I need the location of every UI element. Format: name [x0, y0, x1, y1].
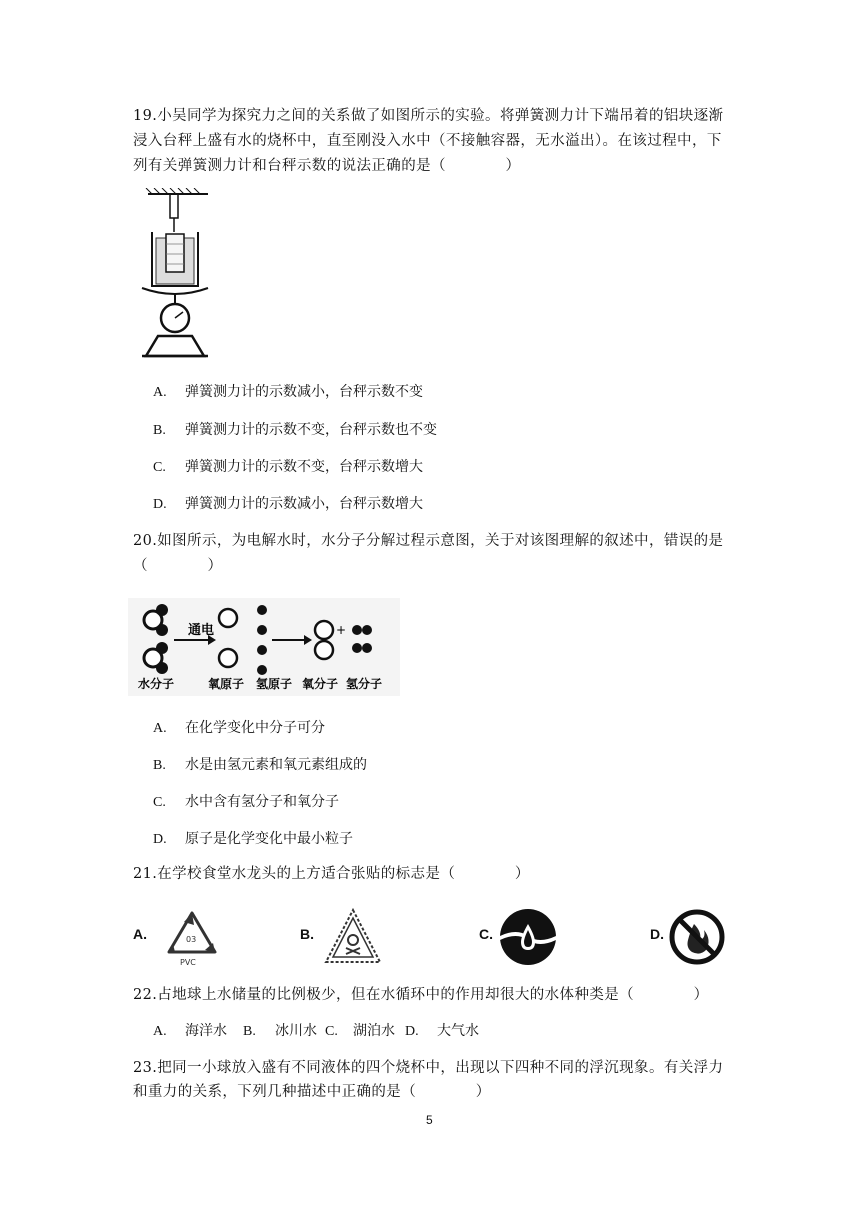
- q21-sign-d: [650, 906, 750, 968]
- q22-line1: 22.占地球上水储量的比例极少，但在水循环中的作用却很大的水体种类是（ ）: [133, 987, 709, 1003]
- label-oxygen-molecule: 氧分子: [302, 677, 339, 691]
- sign-letter: A.: [133, 926, 147, 942]
- arrow-label: 通电: [188, 623, 215, 638]
- option-text: 在化学变化中分子可分: [185, 720, 325, 736]
- label-water-molecule: 水分子: [138, 677, 175, 691]
- option-letter: A.: [153, 385, 167, 400]
- sign-letter: C.: [479, 926, 493, 942]
- q19-option-c: [153, 457, 423, 478]
- option-text: 冰川水: [275, 1023, 317, 1039]
- q19-option-d: [153, 494, 423, 515]
- option-letter: D.: [405, 1024, 419, 1039]
- option-text: 水中含有氢分子和氧分子: [185, 794, 339, 810]
- page-number: 5: [426, 1113, 433, 1127]
- q20-line2: （ ）: [133, 558, 223, 574]
- label-hydrogen-molecule: 氢分子: [346, 677, 383, 691]
- option-letter: C.: [325, 1024, 338, 1039]
- recycle-pvc-icon: [161, 908, 223, 968]
- sign-letter: D.: [650, 926, 664, 942]
- q19-option-b: [153, 420, 437, 441]
- q21-line1: 21.在学校食堂水龙头的上方适合张贴的标志是（ ）: [133, 866, 530, 882]
- option-text: 海洋水: [185, 1023, 227, 1039]
- q21-sign-b: [300, 906, 420, 968]
- option-letter: C.: [153, 460, 166, 475]
- label-oxygen-atom: 氧原子: [208, 677, 245, 691]
- option-text: 原子是化学变化中最小粒子: [185, 831, 353, 847]
- option-text: 弹簧测力计的示数减小，台秤示数增大: [185, 496, 423, 512]
- option-letter: A.: [153, 1024, 167, 1039]
- plus-sign: +: [336, 623, 347, 637]
- no-fire-icon: [668, 908, 726, 966]
- q20-option-b: [153, 755, 367, 776]
- sign-letter: B.: [300, 926, 314, 942]
- q20-option-a: [153, 718, 325, 739]
- q21-sign-a: [133, 908, 253, 968]
- label-hydrogen-atom: 氢原子: [256, 677, 293, 691]
- option-text: 大气水: [437, 1023, 479, 1039]
- option-letter: B.: [153, 758, 166, 773]
- q19-line3: 列有关弹簧测力计和台秤示数的说法正确的是（ ）: [133, 158, 521, 174]
- q23-line1: 23.把同一小球放入盛有不同液体的四个烧杯中，出现以下四种不同的浮沉现象。有关浮力: [133, 1060, 724, 1076]
- water-electrolysis-diagram: [128, 598, 400, 696]
- q20-option-c: [153, 792, 339, 813]
- water-saving-icon: [497, 906, 559, 968]
- option-text: 水是由氢元素和氧元素组成的: [185, 757, 367, 773]
- q22-options: [153, 1021, 479, 1042]
- option-letter: A.: [153, 721, 167, 736]
- option-text: 湖泊水: [353, 1023, 395, 1039]
- q20-option-d: [153, 829, 353, 850]
- option-letter: B.: [153, 423, 166, 438]
- q20-line1: 20.如图所示，为电解水时，水分子分解过程示意图，关于对该图理解的叙述中，错误的是: [133, 533, 724, 549]
- q19-line1: 19.小吴同学为探究力之间的关系做了如图所示的实验。将弹簧测力计下端吊着的铝块逐渐: [133, 108, 724, 124]
- option-letter: C.: [153, 795, 166, 810]
- option-text: 弹簧测力计的示数不变，台秤示数增大: [185, 459, 423, 475]
- q19-option-a: [153, 382, 423, 403]
- spring-scale-beaker-figure: [138, 188, 218, 360]
- option-letter: D.: [153, 832, 167, 847]
- toxic-warning-icon: [322, 906, 384, 968]
- option-letter: D.: [153, 497, 167, 512]
- pvc-code: 03: [186, 935, 197, 944]
- q21-sign-c: [479, 906, 599, 968]
- option-text: 弹簧测力计的示数减小，台秤示数不变: [185, 384, 423, 400]
- q19-line2: 浸入台秤上盛有水的烧杯中，直至刚没入水中（不接触容器，无水溢出）。在该过程中，下: [133, 133, 722, 149]
- option-letter: B.: [243, 1024, 256, 1039]
- option-text: 弹簧测力计的示数不变，台秤示数也不变: [185, 422, 437, 438]
- q23-line2: 和重力的关系，下列几种描述中正确的是（ ）: [133, 1084, 491, 1100]
- pvc-label: PVC: [180, 958, 196, 967]
